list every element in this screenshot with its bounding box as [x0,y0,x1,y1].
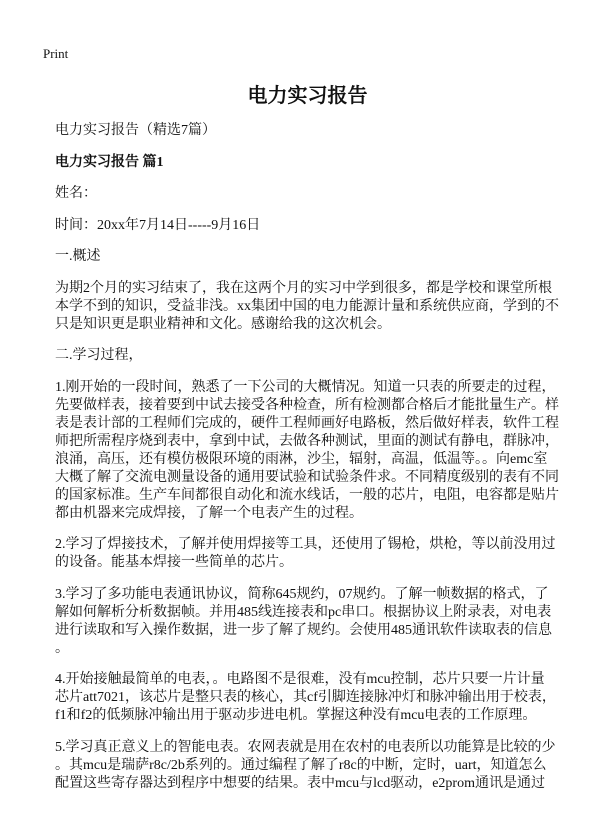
paragraph-3 [55,586,560,658]
text-line: 表是表计部的工程师们完成的，硬件工程师画好电路板，然后做好样表，软件工程 [55,415,559,431]
print-link[interactable]: Print [43,46,69,61]
text-line: 1.刚开始的一段时间，熟悉了一下公司的大概情况。知道一只表的所要走的过程， [55,379,556,395]
paragraph-4 [55,671,560,725]
document-title: 电力实习报告 [247,83,368,107]
text-line: 大概了解了交流电测量设备的通用要试验和试验条件求。不同精度级别的表有不同 [55,469,559,485]
text-line: 为期2个月的实习结束了，我在这两个月的实习中学到很多，都是学校和课堂所根 [55,280,552,296]
time-field: 时间：20xx年7月14日-----9月16日 [55,217,261,233]
text-line: 3.学习了多功能电表通讯协议，简称645规约，07规约。了解一帧数据的格式，了 [55,586,549,602]
text-line: 本学不到的知识，受益非浅。xx集团中国的电力能源计量和系统供应商，学到的不 [55,298,559,314]
text-line: f1和f2的低频脉冲输出用于驱动步进电机。掌握这种没有mcu电表的工作原理。 [55,708,537,723]
text-line: 的国家标准。生产车间都很自动化和流水线话，一般的芯片，电阻，电容都是贴片 [55,487,559,503]
section-title: 电力实习报告 篇1 [55,154,164,170]
name-field: 姓名： [55,186,97,201]
text-line: 的设备。能基本焊接一些简单的芯片。 [55,555,293,570]
text-line: 先要做样表，接着要到中试去接受各种检查，所有检测都合格后才能批量生产。样 [55,397,559,413]
text-line: 配置这些寄存器达到程序中想要的结果。表中mcu与lcd驱动，e2prom通讯是通过 [55,775,545,791]
paragraph-5 [55,739,560,793]
text-line: 师把所需程序烧到表中，拿到中试，去做各种测试，里面的测试有静电，群脉冲， [55,433,559,449]
subtitle: 电力实习报告（精选7篇） [55,123,216,138]
text-line: 都由机器来完成焊接，了解一个电表产生的过程。 [55,505,363,521]
text-line: 4.开始接触最简单的电表，。电路图不是很难，没有mcu控制，芯片只要一片计量 [55,672,545,687]
paragraph-1 [55,379,560,523]
text-line: 只是知识更是职业精神和文化。感谢给我的这次机会。 [55,316,391,332]
paragraph-2 [55,536,560,572]
heading-overview: 一.概述 [55,249,101,264]
text-line: 。其mcu是瑞萨r8c/2b系列的。通过编程了解了r8c的中断，定时，uart，知道怎么 [55,757,547,773]
text-line: 浪涌，高压，还有模仿极限环境的雨淋，沙尘，辐射，高温，低温等。。向emc室 [55,451,548,467]
text-line: 芯片att7021，该芯片是整只表的核心，其cf引脚连接脉冲灯和脉冲输出用于校表， [55,690,556,705]
paragraph-overview [55,280,560,334]
text-line: 。 [55,640,69,656]
text-line: 2.学习了焊接技术，了解并使用焊接等工具，还使用了锡枪，烘枪，等以前没用过 [55,537,556,552]
text-line: 进行读取和写入操作数据，进一步了解了规约。会使用485通讯软件读取表的信息 [55,622,552,638]
heading-learning-process: 二.学习过程， [55,348,143,363]
text-line: 5.学习真正意义上的智能电表。农网表就是用在农村的电表所以功能算是比较的少 [55,739,556,755]
text-line: 解如何解析分析数据帧。并用485线连接表和pc串口。根据协议上附录表，对电表 [55,604,552,620]
